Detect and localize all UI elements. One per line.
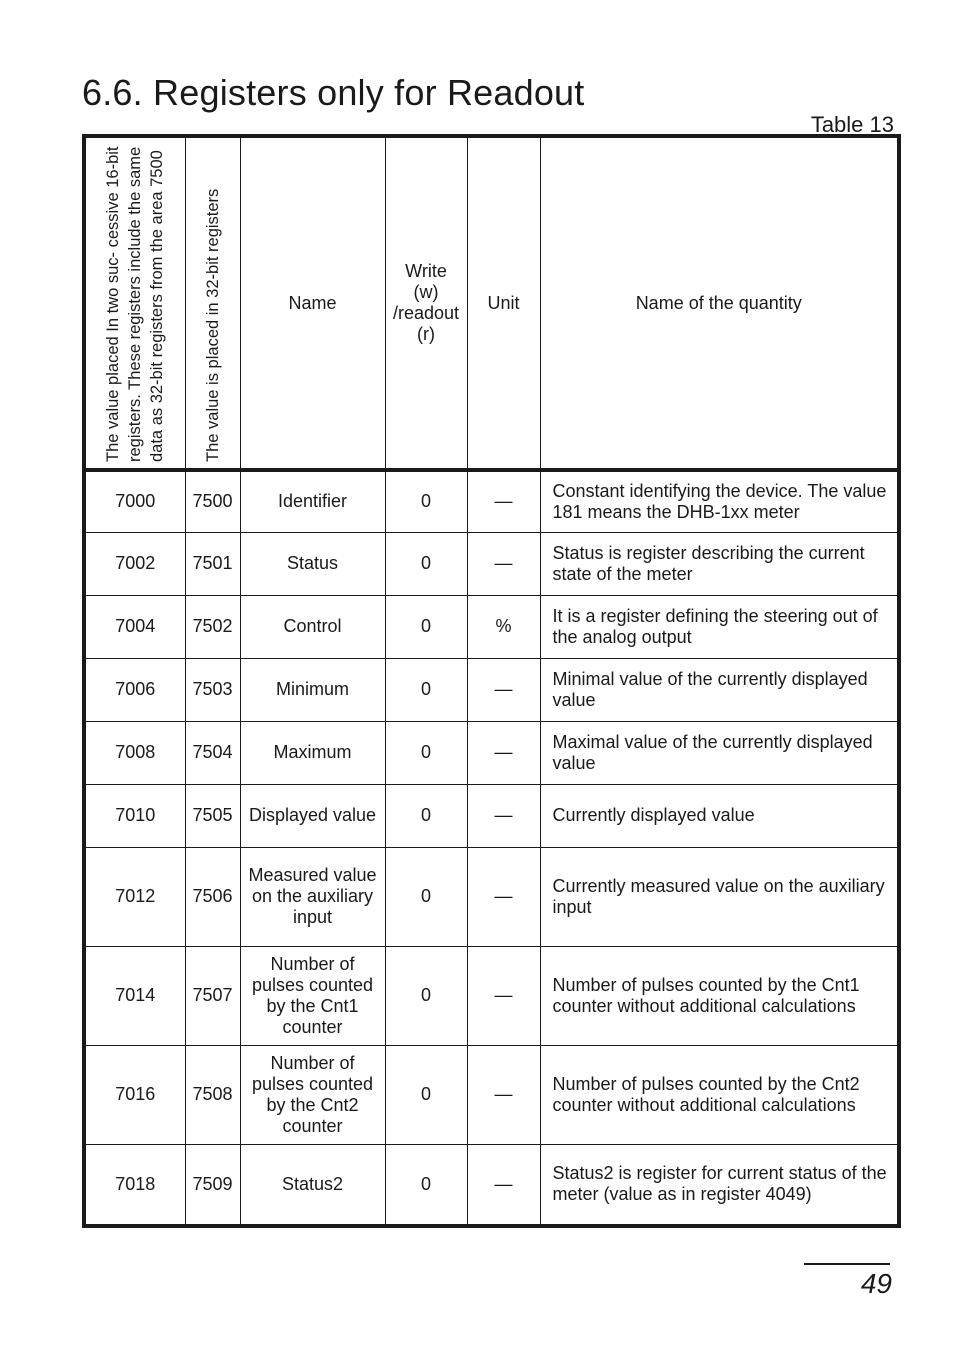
cell-desc: Constant identifying the device. The value 181 means the DHB-1xx meter xyxy=(540,470,899,532)
table-label: Table 13 xyxy=(810,112,894,137)
cell-addr16: 7006 xyxy=(84,658,185,721)
cell-addr32: 7504 xyxy=(185,721,240,784)
cell-desc: Number of pulses counted by the Cnt2 counter without additional calculations xyxy=(540,1045,899,1144)
cell-addr32: 7506 xyxy=(185,847,240,946)
cell-desc: Minimal value of the currently displayed value xyxy=(540,658,899,721)
table-row xyxy=(84,784,899,847)
header-write-line1: Write xyxy=(405,261,447,281)
header-name: Name xyxy=(240,136,385,470)
cell-rw: 0 xyxy=(385,595,467,658)
header-32bit-address-text: The value is placed in 32-bit registers xyxy=(203,188,222,462)
cell-rw: 0 xyxy=(385,784,467,847)
cell-desc: Number of pulses counted by the Cnt1 counter without additional calculations xyxy=(540,946,899,1045)
cell-rw: 0 xyxy=(385,470,467,532)
cell-addr16: 7016 xyxy=(84,1045,185,1144)
cell-rw: 0 xyxy=(385,1144,467,1226)
cell-name: Measured value on the auxiliary input xyxy=(240,847,385,946)
cell-addr32: 7500 xyxy=(185,470,240,532)
cell-addr32: 7508 xyxy=(185,1045,240,1144)
cell-unit: — xyxy=(467,784,540,847)
cell-unit: — xyxy=(467,470,540,532)
cell-unit: — xyxy=(467,1045,540,1144)
header-write-line4: (r) xyxy=(417,324,435,344)
table-row xyxy=(84,658,899,721)
cell-unit: — xyxy=(467,1144,540,1226)
cell-addr32: 7502 xyxy=(185,595,240,658)
cell-unit: — xyxy=(467,847,540,946)
cell-rw: 0 xyxy=(385,847,467,946)
page-number: 49 xyxy=(860,1268,892,1299)
cell-unit: % xyxy=(467,595,540,658)
table-row xyxy=(84,595,899,658)
cell-unit: — xyxy=(467,946,540,1045)
table-row xyxy=(84,532,899,595)
cell-name: Number of pulses counted by the Cnt2 counter xyxy=(240,1045,385,1144)
cell-name: Number of pulses counted by the Cnt1 counter xyxy=(240,946,385,1045)
footer-rule xyxy=(804,1263,890,1265)
header-write-line3: /readout xyxy=(392,303,460,323)
cell-addr16: 7010 xyxy=(84,784,185,847)
table-row xyxy=(84,946,899,1045)
cell-addr16: 7012 xyxy=(84,847,185,946)
table-row xyxy=(84,721,899,784)
cell-rw: 0 xyxy=(385,721,467,784)
header-16bit-address xyxy=(84,136,185,470)
header-unit: Unit xyxy=(467,136,540,470)
cell-addr16: 7000 xyxy=(84,470,185,532)
cell-desc: Currently measured value on the auxiliary input xyxy=(540,847,899,946)
table-row xyxy=(84,1045,899,1144)
cell-addr16: 7014 xyxy=(84,946,185,1045)
table-row xyxy=(84,1144,899,1226)
cell-name: Identifier xyxy=(240,470,385,532)
table-header-row xyxy=(84,136,899,470)
page-title: 6.6. Registers only for Readout xyxy=(82,72,585,113)
cell-rw: 0 xyxy=(385,658,467,721)
cell-addr32: 7509 xyxy=(185,1144,240,1226)
cell-name: Control xyxy=(240,595,385,658)
cell-addr16: 7004 xyxy=(84,595,185,658)
table-row xyxy=(84,847,899,946)
cell-name: Status xyxy=(240,532,385,595)
cell-unit: — xyxy=(467,721,540,784)
header-32bit-address xyxy=(185,136,240,470)
header-quantity: Name of the quantity xyxy=(540,136,899,470)
cell-name: Status2 xyxy=(240,1144,385,1226)
cell-addr32: 7507 xyxy=(185,946,240,1045)
registers-table xyxy=(82,134,901,1228)
cell-name: Displayed value xyxy=(240,784,385,847)
cell-rw: 0 xyxy=(385,1045,467,1144)
header-write-readout xyxy=(385,136,467,470)
header-write-line2: (w) xyxy=(413,282,439,302)
cell-addr16: 7002 xyxy=(84,532,185,595)
cell-addr32: 7501 xyxy=(185,532,240,595)
cell-addr16: 7018 xyxy=(84,1144,185,1226)
cell-addr16: 7008 xyxy=(84,721,185,784)
table-row xyxy=(84,470,899,532)
cell-addr32: 7503 xyxy=(185,658,240,721)
cell-name: Minimum xyxy=(240,658,385,721)
cell-unit: — xyxy=(467,532,540,595)
cell-rw: 0 xyxy=(385,532,467,595)
cell-name: Maximum xyxy=(240,721,385,784)
cell-desc: Currently displayed value xyxy=(540,784,899,847)
cell-addr32: 7505 xyxy=(185,784,240,847)
cell-rw: 0 xyxy=(385,946,467,1045)
cell-desc: Status is register describing the current state of the meter xyxy=(540,532,899,595)
cell-desc: Maximal value of the currently displayed value xyxy=(540,721,899,784)
header-16bit-address-text: The value placed In two suc- cessive 16-bit registers. These registers include the same data as 32-bit registers from the area 7500 xyxy=(104,146,167,462)
cell-desc: Status2 is register for current status of the meter (value as in register 4049) xyxy=(540,1144,899,1226)
cell-desc: It is a register defining the steering out of the analog output xyxy=(540,595,899,658)
cell-unit: — xyxy=(467,658,540,721)
